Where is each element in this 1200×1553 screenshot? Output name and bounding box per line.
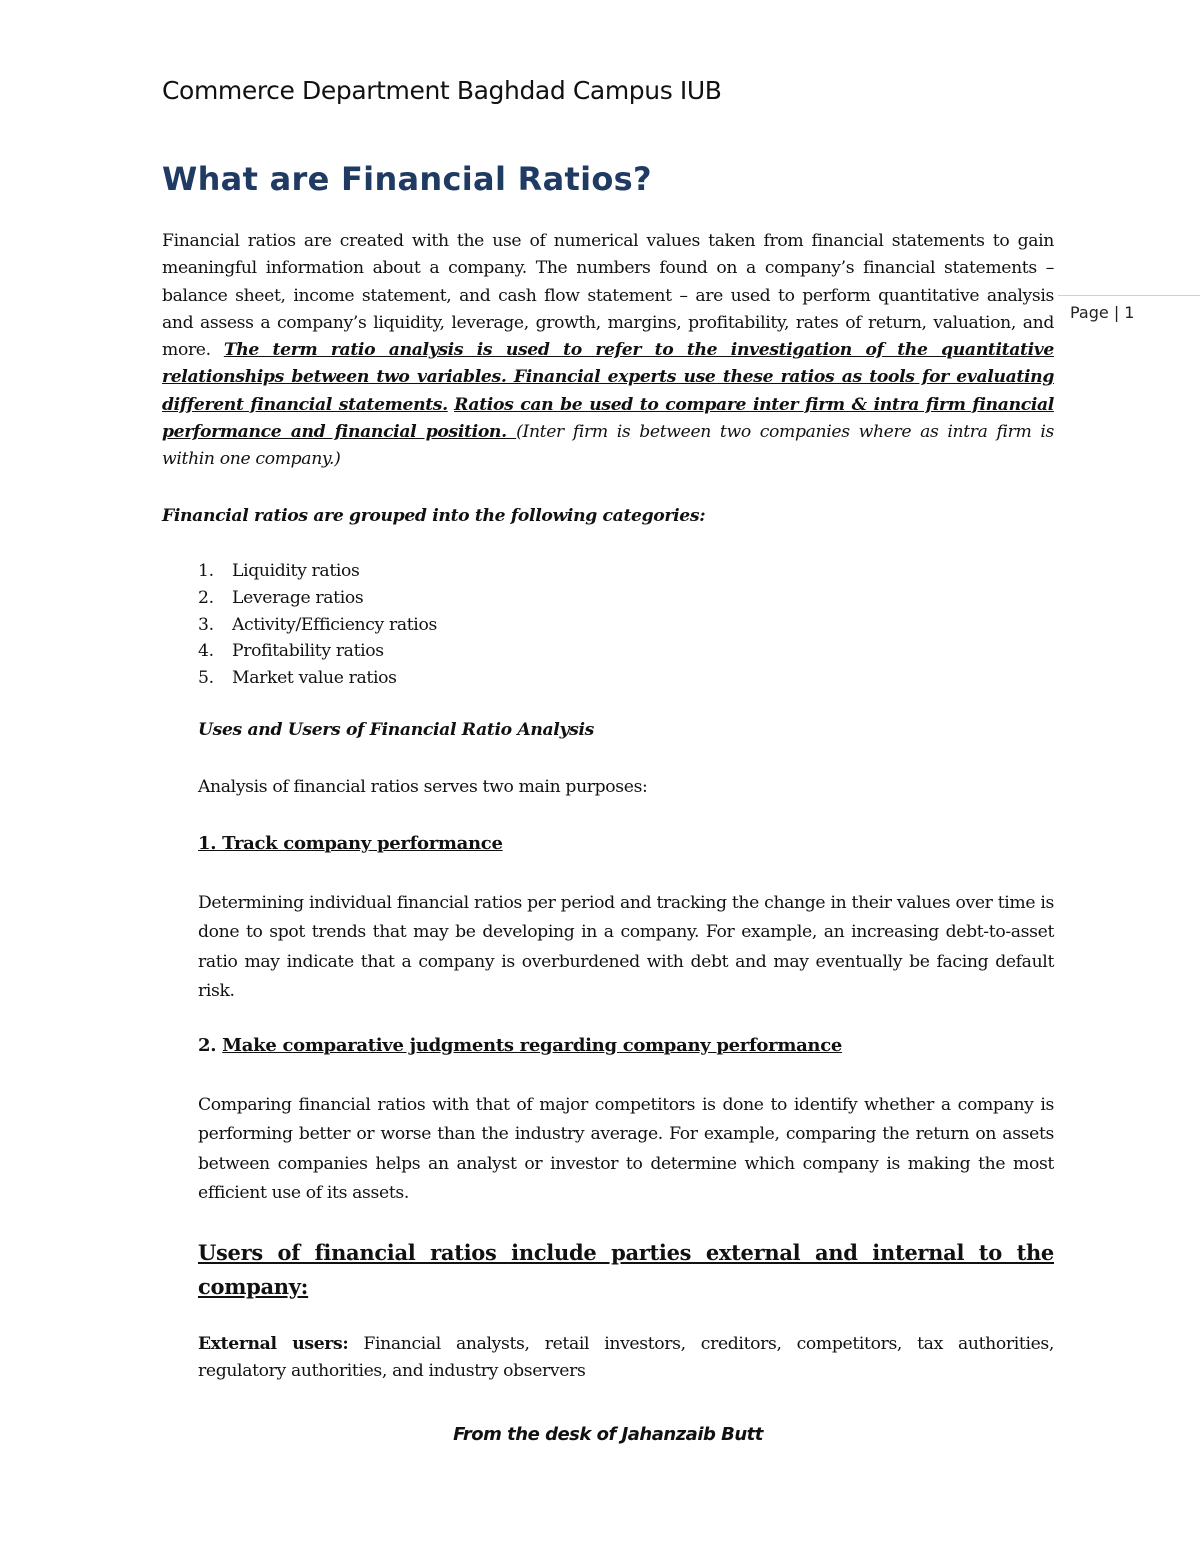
list-item (198, 558, 437, 585)
page-title: What are Financial Ratios? (162, 160, 652, 198)
purpose-1-heading (198, 833, 503, 854)
list-item-number: 2. (198, 587, 214, 608)
list-item-number: 1. (198, 561, 214, 581)
list-item-label: Liquidity ratios (232, 561, 360, 581)
purpose-1-heading-text: 1. Track company performance (198, 833, 503, 854)
intro-text: Financial ratios are created with the use of numerical values taken from financial statements to gain meaningful information about a company. The numbers found on a company’s financial statements – balance sheet, income statement, and cash flow statement – are used to perform quantitative analysis and assess a company’s liquidity, leverage, growth, margins, profitability, rates of return, valuation, and more. (162, 231, 1054, 361)
list-item-label: Market value ratios (232, 668, 397, 689)
list-item (198, 612, 437, 639)
intro-note: (Inter firm is between two companies where as intra firm is within one company.) (162, 422, 1054, 470)
page-number: Page | 1 (1070, 303, 1135, 322)
intro-paragraph (162, 228, 1054, 474)
external-users-paragraph (198, 1331, 1054, 1386)
categories-list (198, 558, 437, 692)
list-item (198, 638, 437, 665)
list-item-label: Profitability ratios (232, 641, 384, 662)
users-heading: Users of financial ratios include parties external and internal to the company: (198, 1240, 1054, 1299)
list-item-label: Leverage ratios (232, 587, 364, 608)
list-item-label: Activity/Efficiency ratios (232, 614, 437, 635)
purpose-2-body: Comparing financial ratios with that of major competitors is done to identify whether a company is performing better or worse than the industry average. For example, comparing the return on assets between companies helps an analyst or investor to determine which company is making the most efficient use of its assets. (198, 1095, 1054, 1203)
page-number-rule (1058, 295, 1200, 296)
purposes-intro: Analysis of financial ratios serves two main purposes: (198, 777, 648, 797)
list-item-number: 3. (198, 614, 214, 635)
list-item (198, 585, 437, 612)
list-item-number: 5. (198, 668, 214, 689)
intro-emphasis-1: The term ratio analysis is used to refer to the investigation of the quantitative relationships between two variables. Financial experts use these ratios as tools for evaluating different financial statements. (162, 340, 1054, 415)
document-header: Commerce Department Baghdad Campus IUB (162, 76, 722, 105)
list-item-number: 4. (198, 641, 214, 662)
uses-heading: Uses and Users of Financial Ratio Analysis (198, 720, 594, 740)
external-users-label: External users: (198, 1334, 349, 1354)
categories-heading: Financial ratios are grouped into the following categories: (162, 506, 706, 526)
external-users-text: Financial analysts, retail investors, creditors, competitors, tax authorities, regulatory authorities, and industry observers (198, 1334, 1054, 1382)
list-item (198, 665, 437, 692)
intro-emphasis-2: Ratios can be used to compare inter firm & intra firm financial performance and financial position. (162, 394, 1054, 443)
purpose-2-heading (198, 1035, 842, 1056)
document-footer: From the desk of Jahanzaib Butt (453, 1424, 763, 1445)
purpose-2-number: 2. (198, 1035, 223, 1056)
purpose-1-body: Determining individual financial ratios per period and tracking the change in their values over time is done to spot trends that may be developing in a company. For example, an increasing debt-to-asset ratio may indicate that a company is overburdened with debt and may eventually be facing default risk. (198, 893, 1054, 1001)
purpose-2-heading-text: Make comparative judgments regarding company performance (222, 1035, 843, 1056)
